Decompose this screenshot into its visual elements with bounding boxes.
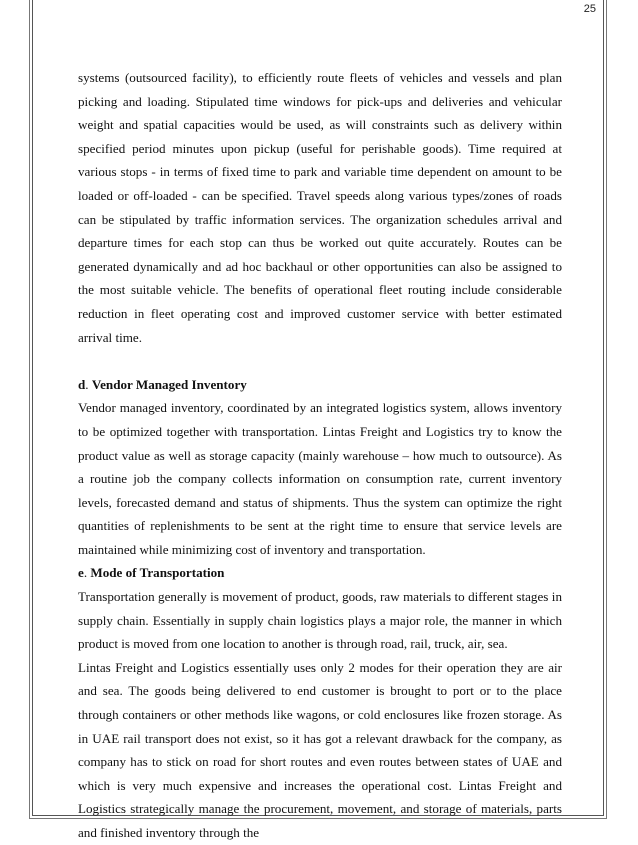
- paragraph-fleet-routing: systems (outsourced facility), to efficiently route fleets of vehicles and vessels and plan picking and loading. Stipulated time windows for pick-ups and deliveries and vehicular weight and spatial capacities would be used, as will constraints such as delivery within specified period minutes upon pickup (useful for perishable goods). Time required at various stops - in terms of fixed time to park and variable time dependent on amount to be loaded or off-loaded - can be specified. Travel speeds along various types/zones of roads can be stipulated by traffic information services. The organization schedules arrival and departure times for each stop can thus be worked out quite accurately. Routes can be generated dynamically and ad hoc backhaul or other opportunities can also be assigned to the most suitable vehicle. The benefits of operational fleet routing include considerable reduction in fleet operating cost and improved customer service with better estimated arrival time.: [78, 70, 562, 345]
- section-e-heading: e. Mode of Transportation: [78, 565, 225, 581]
- page-number: 25: [583, 3, 596, 15]
- section-d-body: Vendor managed inventory, coordinated by an integrated logistics system, allows inventory to be optimized together with transportation. Lintas Freight and Logistics try to know the product value as well as storage capacity (mainly warehouse – how much to outsource). As a routine job the company collects information on consumption rate, current inventory levels, forecasted demand and status of shipments. Thus the system can optimize the right quantities of replenishments to be sent at the right time to ensure that service levels are maintained while minimizing cost of inventory and transportation.: [78, 400, 562, 557]
- section-d-letter: d: [78, 376, 86, 392]
- section-d-heading: d. Vendor Managed Inventory: [78, 376, 247, 392]
- section-e-letter: e: [78, 565, 84, 581]
- document-body: [78, 66, 562, 845]
- section-d-title: Vendor Managed Inventory: [91, 376, 247, 392]
- section-e-body-1: Transportation generally is movement of product, goods, raw materials to different stages in supply chain. Essentially in supply chain logistics plays a major role, the manner in which product is moved from one location to another is through road, rail, truck, air, sea.: [78, 589, 562, 652]
- section-e-title: Mode of Transportation: [90, 565, 225, 581]
- section-e-body-2: Lintas Freight and Logistics essentially uses only 2 modes for their operation they are air and sea. The goods being delivered to end customer is brought to port or to the place through containers or other methods like wagons, or cold enclosures like frozen storage. As in UAE rail transport does not exist, so it has got a relevant drawback for the company, as company has to stick on road for short routes and even routes between states of UAE and which is very much expensive and increases the operational cost. Lintas Freight and Logistics strategically manage the procurement, movement, and storage of materials, parts and finished inventory through the: [78, 659, 562, 840]
